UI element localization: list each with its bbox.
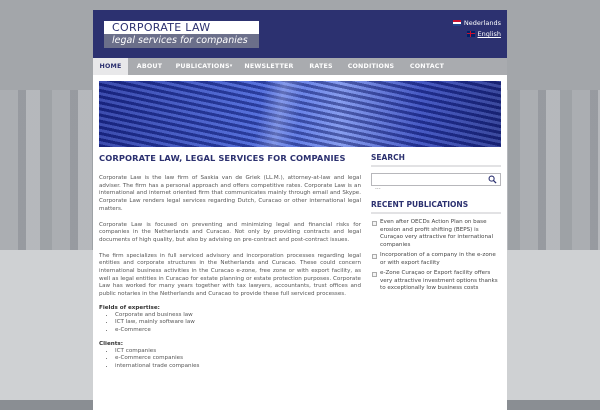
main-navigation: [93, 58, 507, 75]
nav-about[interactable]: ABOUT: [136, 63, 163, 70]
search-icon[interactable]: [488, 175, 497, 184]
nav-label: PUBLICATIONS: [175, 63, 230, 70]
search-box: [371, 173, 501, 186]
logo-tagline: legal services for companies: [104, 34, 259, 48]
nav-newsletter[interactable]: NEWSLETTER: [244, 63, 294, 70]
sidebar: [371, 153, 501, 291]
square-bullet-icon: [372, 272, 377, 277]
nav-contact[interactable]: CONTACT: [409, 63, 445, 70]
list-item: • international trade companies: [115, 363, 361, 371]
square-bullet-icon: [372, 221, 377, 226]
list-item: • Corporate and business law: [115, 312, 361, 320]
list-item: • e-Commerce: [115, 327, 361, 335]
language-label: English: [477, 30, 501, 38]
list-item: • ICT law, mainly software law: [115, 319, 361, 327]
divider: [371, 165, 501, 167]
intro-paragraph: Corporate Law is the law firm of Saskia van de Griek (LL.M.), attorney-at-law and legal adviser. The firm has a personal approach and offers competitive rates. Corporate Law is an international and internet oriented firm that communicates mainly through email and Skype. Corporate Law renders legal services regarding Dutch, Curacao or other international legal matters.: [99, 175, 361, 212]
divider: [371, 212, 501, 214]
site-header: [93, 10, 507, 58]
list-item: • e-Commerce companies: [115, 355, 361, 363]
logo-title: CORPORATE LAW: [104, 21, 259, 34]
expertise-list: [115, 312, 361, 335]
recent-heading: RECENT PUBLICATIONS: [371, 200, 469, 209]
specialization-paragraph: The firm specializes in full serviced advisory and incorporation processes regarding legal entities and corporate structures in the Netherlands and Curacao. These could concern international business activities in the Curacao e-zone, free zone or with export facility, as well as legal entities in Curacao for estate planning or estate protection purposes. Corporate Law has worked for many years together with tax lawyers, accountants, trust offices and public notaries in the Netherlands and Curacao to provide these full serviced processes.: [99, 252, 361, 298]
nav-publications[interactable]: [171, 58, 237, 75]
publication-link[interactable]: [371, 270, 501, 293]
nav-conditions[interactable]: CONDITIONS: [347, 63, 395, 70]
publication-link[interactable]: [371, 219, 501, 249]
clients-label: Clients:: [99, 340, 123, 347]
dutch-flag-icon: [453, 20, 461, 26]
language-link-english[interactable]: [467, 30, 501, 38]
chevron-down-icon: ▾: [229, 63, 233, 69]
clients-list: [115, 348, 361, 371]
list-item: • ICT companies: [115, 348, 361, 356]
search-heading: SEARCH: [371, 153, 405, 162]
site-logo[interactable]: [104, 21, 259, 48]
square-bullet-icon: [372, 254, 377, 259]
language-link-nederlands[interactable]: [453, 19, 501, 27]
publication-title: Incorporation of a company in the e-zone or with export facility: [380, 252, 496, 266]
publication-link[interactable]: [371, 252, 501, 267]
uk-flag-icon: [467, 31, 475, 37]
hero-banner-image: [99, 81, 501, 147]
search-input[interactable]: [372, 182, 487, 193]
recent-publications: [371, 200, 501, 293]
publications-list: [371, 219, 501, 293]
expertise-label: Fields of expertise:: [99, 304, 160, 311]
page-title: CORPORATE LAW, LEGAL SERVICES FOR COMPANIES: [99, 153, 346, 163]
language-label: Nederlands: [463, 19, 501, 27]
nav-home[interactable]: HOME: [93, 58, 128, 75]
nav-rates[interactable]: RATES: [309, 63, 333, 70]
page: [93, 10, 507, 410]
publication-title: e-Zone Curaçao or Export facility offers very attractive investment options thanks to exceptionally low business costs: [380, 270, 498, 291]
main-content: [99, 153, 361, 370]
publication-title: Even after OECDs Action Plan on base erosion and profit shifting (BEPS) is Curaçao very attractive for international companies: [380, 219, 493, 248]
focus-paragraph: Corporate Law is focused on preventing and minimizing legal and financial risks for companies in the Netherlands and Curacao. Not only by providing contracts and legal documents of high quality, but also by advising on pre-contract and post-contract issues.: [99, 221, 361, 243]
